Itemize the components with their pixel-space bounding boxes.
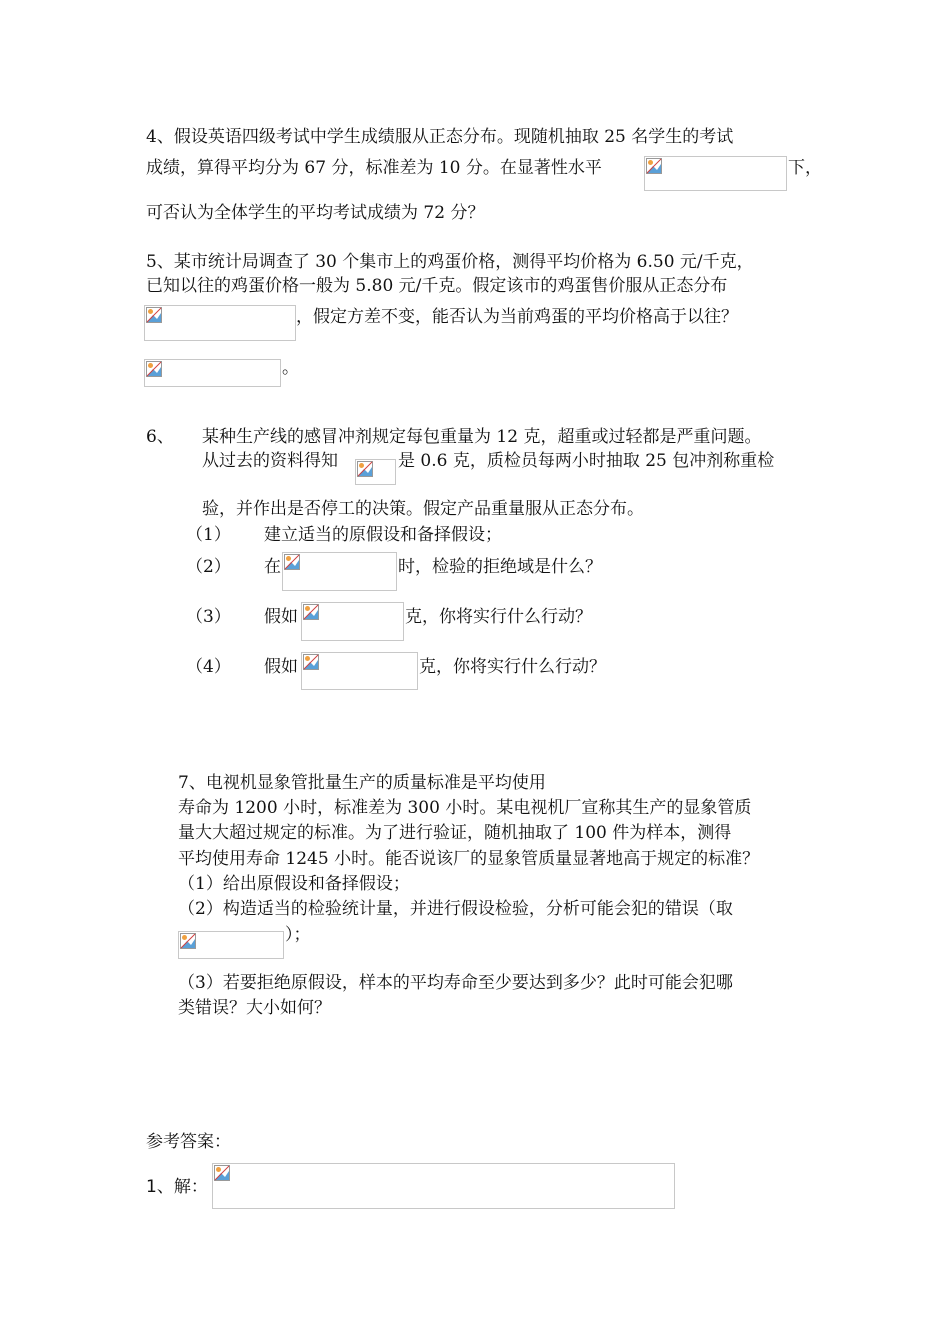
q7-line9: 类错误？大小如何？ (178, 998, 331, 1018)
answer-1-label: 1、解： (146, 1177, 208, 1197)
q5-line1: 5、某市统计局调查了 30 个集市上的鸡蛋价格，测得平均价格为 6.50 元/千克， (146, 252, 754, 272)
q5-line4: 。 (282, 358, 299, 378)
q6-item3-pre: 假如 (264, 607, 298, 627)
q4-line1: 4、假设英语四级考试中学生成绩服从正态分布。现随机抽取 25 名学生的考试 (146, 127, 734, 147)
formula-image-q7 (178, 931, 284, 959)
q5-line3: ，假定方差不变，能否认为当前鸡蛋的平均价格高于以往？ (296, 307, 738, 327)
formula-image-sigma (355, 459, 396, 485)
q6-item4-text: 克，你将实行什么行动？ (419, 657, 606, 677)
q6-item3-text: 克，你将实行什么行动？ (405, 607, 592, 627)
q6-line2b: 是 0.6 克，质检员每两小时抽取 25 包冲剂称重检 (398, 451, 775, 471)
q4-line2a: 成绩，算得平均分为 67 分，标准差为 10 分。在显著性水平 (146, 158, 602, 178)
broken-image-icon (146, 361, 162, 377)
formula-image-alpha (644, 156, 787, 191)
q6-item4-pre: 假如 (264, 657, 298, 677)
q4-line2b: 下， (788, 158, 822, 178)
q7-line2: 寿命为 1200 小时，标准差为 300 小时。某电视机厂宣称其生产的显象管质 (178, 798, 752, 818)
q6-item4-num: （4） (186, 657, 231, 677)
broken-image-icon (303, 604, 319, 620)
formula-image-alpha-q5 (144, 359, 281, 387)
q6-item2-num: （2） (186, 557, 231, 577)
q7-line4: 平均使用寿命 1245 小时。能否说该厂的显象管质量显著地高于规定的标准？ (178, 849, 760, 869)
broken-image-icon (303, 654, 319, 670)
q6-item3-num: （3） (186, 607, 231, 627)
q7-line8: （3）若要拒绝原假设，样本的平均寿命至少要达到多少？此时可能会犯哪 (178, 973, 733, 993)
formula-image-item3 (301, 602, 404, 641)
q7-line5: （1）给出原假设和备择假设； (178, 874, 410, 894)
broken-image-icon (214, 1165, 230, 1181)
answer-1-image (212, 1163, 675, 1209)
q6-item1-text: 建立适当的原假设和备择假设； (264, 525, 502, 545)
q7-line6: （2）构造适当的检验统计量，并进行假设检验，分析可能会犯的错误（取 (178, 899, 733, 919)
broken-image-icon (646, 158, 662, 174)
broken-image-icon (180, 933, 196, 949)
formula-image-normal (144, 305, 296, 341)
q6-num: 6、 (146, 427, 174, 447)
q6-item1-num: （1） (186, 525, 231, 545)
q6-item2-pre: 在 (264, 557, 281, 577)
q6-line3: 验，并作出是否停工的决策。假定产品重量服从正态分布。 (202, 499, 644, 519)
formula-image-item2 (282, 552, 397, 591)
q4-line3: 可否认为全体学生的平均考试成绩为 72 分？ (146, 203, 485, 223)
broken-image-icon (146, 307, 162, 323)
q6-item2-text: 时，检验的拒绝域是什么？ (398, 557, 602, 577)
broken-image-icon (284, 554, 300, 570)
q6-line2a: 从过去的资料得知 (202, 451, 338, 471)
formula-image-item4 (301, 652, 418, 690)
q7-line3: 量大大超过规定的标准。为了进行验证，随机抽取了 100 件为样本，测得 (178, 823, 732, 843)
q7-line7: ）； (285, 925, 311, 945)
q7-line1: 7、电视机显象管批量生产的质量标准是平均使用 (178, 773, 546, 793)
answers-heading: 参考答案： (146, 1132, 231, 1152)
q6-line1: 某种生产线的感冒冲剂规定每包重量为 12 克，超重或过轻都是严重问题。 (202, 427, 762, 447)
broken-image-icon (357, 461, 373, 477)
q5-line2: 已知以往的鸡蛋价格一般为 5.80 元/千克。假定该市的鸡蛋售价服从正态分布 (146, 276, 728, 296)
